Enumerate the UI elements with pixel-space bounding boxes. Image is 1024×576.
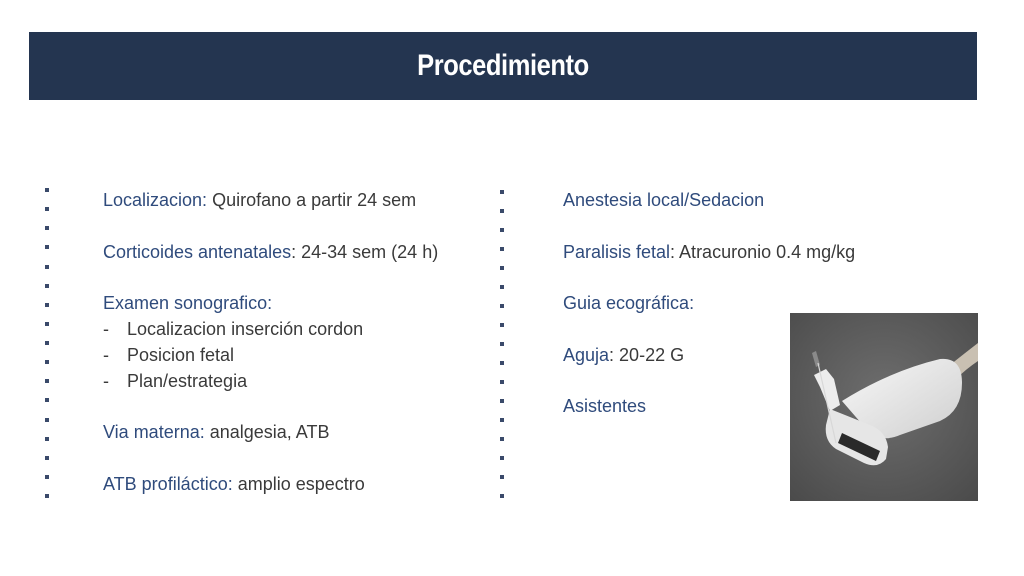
- corticoides-label: Corticoides antenatales: [103, 241, 292, 262]
- paralisis-value: : Atracuronio 0.4 mg/kg: [670, 241, 856, 262]
- atb-line: [103, 472, 438, 498]
- anestesia-label: Anestesia local/Sedacion: [563, 190, 765, 210]
- examen-label: Examen sonografico:: [103, 293, 273, 314]
- left-column: [103, 188, 438, 498]
- examen-line: [103, 291, 438, 317]
- anestesia-line: [563, 188, 855, 214]
- guia-label: Guia ecográfica:: [563, 293, 695, 314]
- localizacion-value: Quirofano a partir 24 sem: [207, 190, 417, 210]
- left-dotted-divider: [44, 188, 50, 498]
- asistentes-label: Asistentes: [563, 396, 647, 417]
- ultrasound-probe-icon: [790, 313, 978, 501]
- via-materna-label: Via materna:: [103, 422, 205, 443]
- via-materna-value: analgesia, ATB: [204, 422, 330, 443]
- examen-item: - Posicion fetal: [103, 344, 235, 365]
- paralisis-label: Paralisis fetal: [563, 241, 671, 262]
- title-bar: [29, 32, 977, 100]
- paralisis-line: [563, 240, 855, 266]
- examen-item: - Localizacion inserción cordon: [103, 318, 364, 339]
- middle-dotted-divider: [499, 190, 505, 498]
- atb-label: ATB profiláctico:: [103, 473, 233, 494]
- ultrasound-probe-image: [790, 313, 978, 501]
- page-title: Procedimiento: [417, 49, 589, 82]
- localizacion-label: Localizacion:: [103, 190, 208, 210]
- aguja-value: : 20-22 G: [609, 344, 685, 365]
- corticoides-line: [103, 240, 438, 266]
- corticoides-value: : 24-34 sem (24 h): [291, 241, 439, 262]
- via-materna-line: [103, 420, 438, 446]
- examen-item: - Plan/estrategia: [103, 370, 248, 391]
- atb-value: amplio espectro: [232, 473, 365, 494]
- aguja-label: Aguja: [563, 344, 610, 365]
- localizacion-line: [103, 188, 438, 214]
